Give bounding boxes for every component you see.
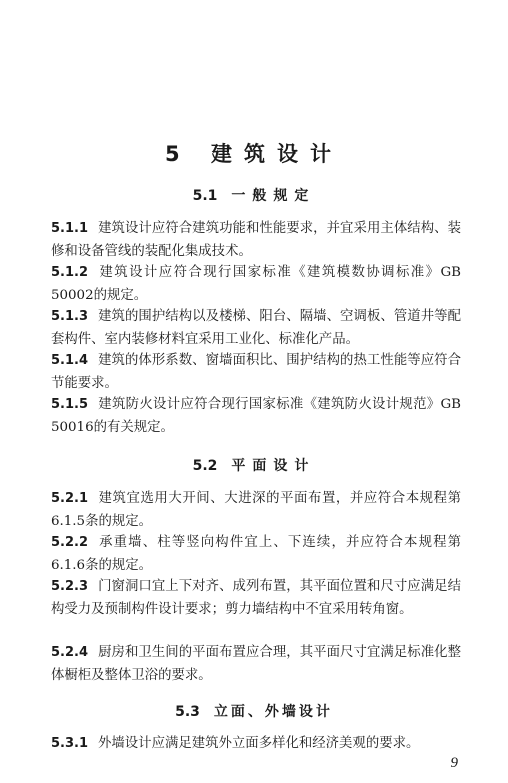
section-title-text: 平面设计	[231, 458, 316, 474]
clause-text: 建筑的围护结构以及楼梯、阳台、隔墙、空调板、管道井等配套构件、室内装修材料宜采用工业化、标准化产品。	[51, 309, 461, 347]
clause-number: 5.1.2	[51, 265, 89, 280]
clause-text: 建筑宜选用大开间、大进深的平面布置，并应符合本规程第6.1.5条的规定。	[51, 491, 461, 529]
section-title-text: 立面、外墙设计	[213, 704, 333, 720]
clause	[51, 488, 461, 533]
section-title-text: 一般规定	[231, 188, 316, 204]
clause-text: 建筑设计应符合建筑功能和性能要求，并宜采用主体结构、装修和设备管线的装配化集成技术。	[51, 221, 461, 259]
chapter-title-text: 建筑设计	[210, 142, 343, 166]
clause-number: 5.2.3	[51, 579, 89, 594]
clause	[51, 218, 461, 263]
clause	[51, 306, 461, 351]
clause	[51, 532, 461, 577]
clause-text: 承重墙、柱等竖向构件宜上、下连续，并应符合本规程第6.1.6条的规定。	[51, 535, 461, 573]
clause-number: 5.2.2	[51, 535, 89, 550]
clause-text: 建筑的体形系数、窗墙面积比、围护结构的热工性能等应符合节能要求。	[51, 353, 461, 391]
clause-number: 5.3.1	[51, 736, 89, 751]
clause-text: 建筑防火设计应符合现行国家标准《建筑防火设计规范》GB 50016的有关规定。	[51, 397, 461, 435]
clause-number: 5.1.1	[51, 221, 89, 236]
clause-number: 5.1.5	[51, 397, 89, 412]
section-title	[0, 701, 508, 721]
clause-text: 建筑设计应符合现行国家标准《建筑模数协调标准》GB 50002的规定。	[51, 265, 461, 303]
chapter-number: 5	[165, 142, 192, 166]
chapter-title	[0, 138, 508, 168]
clause-number: 5.2.4	[51, 645, 89, 660]
clause-text: 厨房和卫生间的平面布置应合理，其平面尺寸宜满足标准化整体橱柜及整体卫浴的要求。	[51, 645, 461, 683]
page-number: 9	[450, 755, 458, 771]
clause-number: 5.1.3	[51, 309, 89, 324]
section-title	[0, 185, 508, 205]
clause	[51, 350, 461, 395]
clause-number: 5.1.4	[51, 353, 89, 368]
clause	[51, 642, 461, 687]
section-number: 5.3	[175, 704, 200, 720]
section-number: 5.1	[192, 188, 218, 204]
clause	[51, 394, 461, 439]
section-title	[0, 455, 508, 475]
clause	[51, 576, 461, 621]
section-number: 5.2	[192, 458, 218, 474]
clause	[51, 262, 461, 307]
clause-number: 5.2.1	[51, 491, 89, 506]
clause-text: 外墙设计应满足建筑外立面多样化和经济美观的要求。	[98, 736, 420, 751]
clause	[51, 733, 461, 756]
clause-text: 门窗洞口宜上下对齐、成列布置，其平面位置和尺寸应满足结构受力及预制构件设计要求；剪力墙结构中不宜采用转角窗。	[51, 579, 461, 617]
